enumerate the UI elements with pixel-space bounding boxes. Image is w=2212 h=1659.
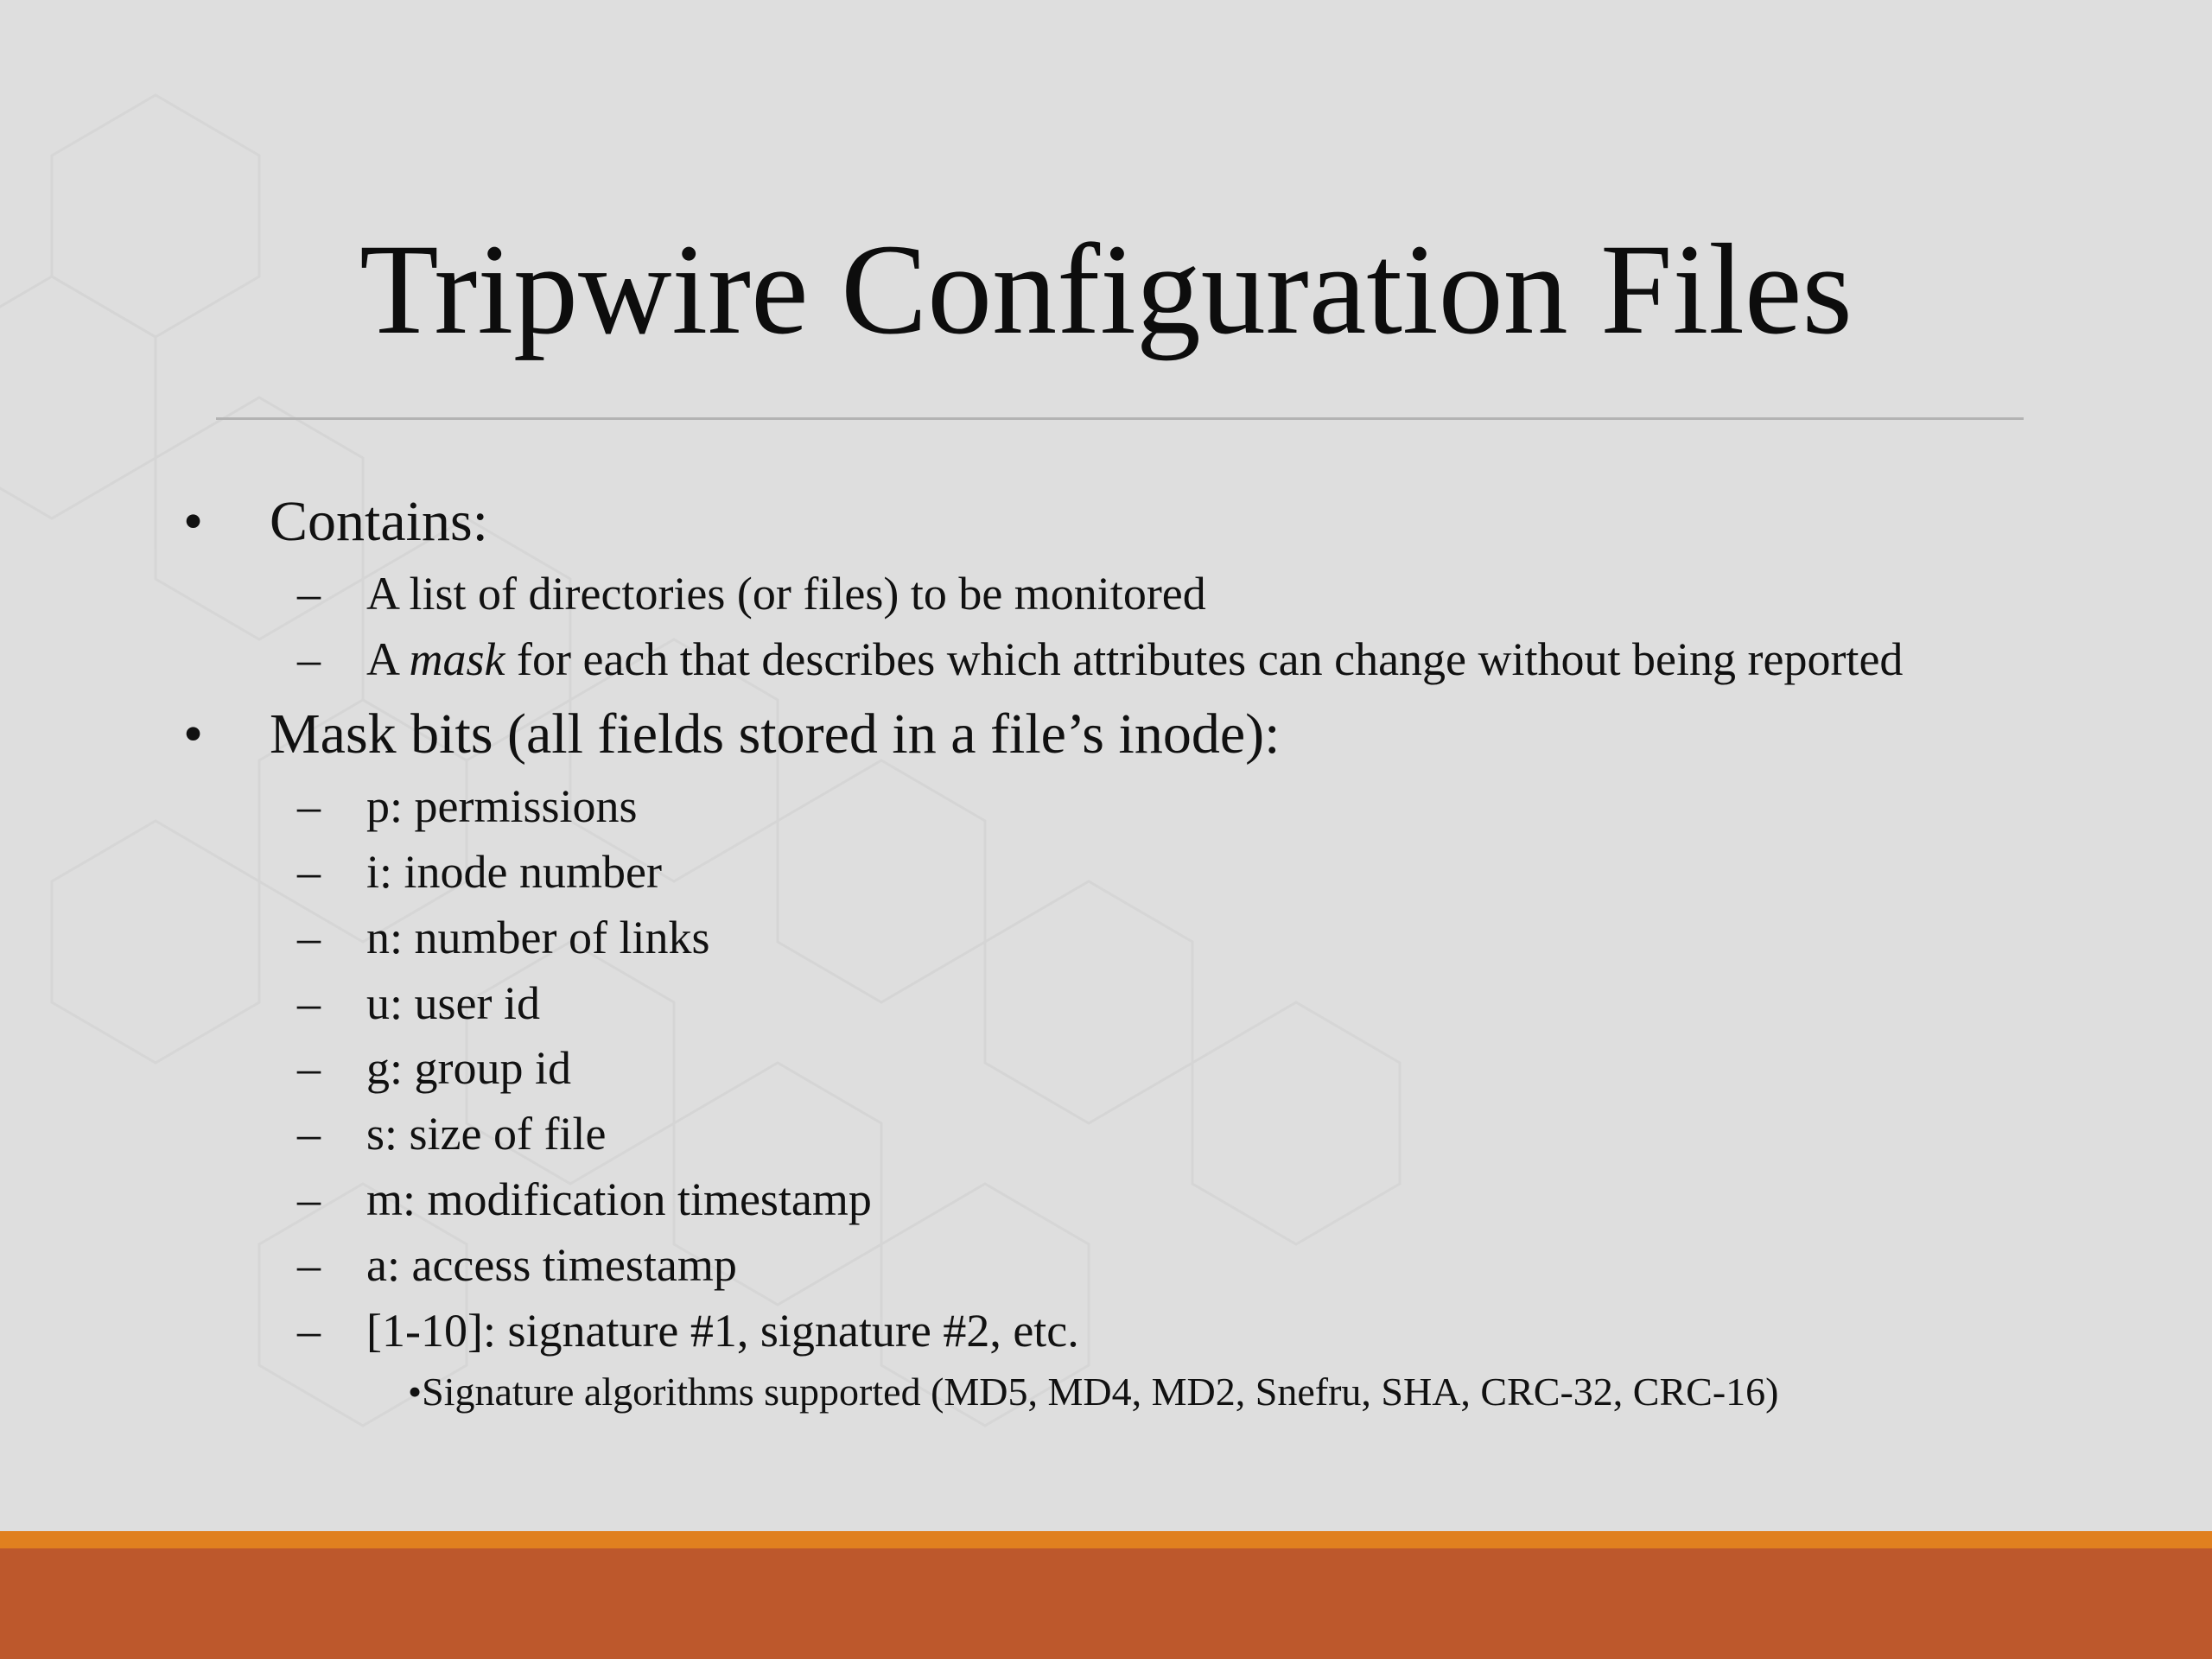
dash-marker: –	[297, 912, 321, 963]
footer-bar	[0, 1548, 2212, 1659]
sub-bullet-text: n: number of links	[366, 912, 710, 963]
dash-marker: –	[297, 1108, 321, 1160]
dash-marker: –	[297, 780, 321, 832]
dash-marker: –	[297, 1042, 321, 1094]
dash-marker: –	[297, 977, 321, 1029]
dash-marker: –	[297, 846, 321, 898]
sub-bullet-text: a: access timestamp	[366, 1239, 737, 1291]
bullet-text: Mask bits (all fields stored in a file’s inode):	[270, 702, 1281, 766]
title-divider	[216, 417, 2024, 420]
emphasis-mask: mask	[409, 633, 505, 685]
note-text: •Signature algorithms supported (MD5, MD4, MD2, Snefru, SHA, CRC-32, CRC-16)	[408, 1370, 1779, 1414]
dash-marker: –	[297, 633, 321, 685]
dash-marker: –	[297, 1239, 321, 1291]
slide-title: Tripwire Configuration Files	[359, 218, 1853, 361]
text-segment: A	[366, 633, 410, 685]
dash-marker: –	[297, 1305, 321, 1357]
sub-bullet-text: m: modification timestamp	[366, 1173, 872, 1225]
bullet-text: Contains:	[270, 490, 489, 553]
sub-bullet-text: A list of directories (or files) to be monitored	[366, 568, 1206, 620]
sub-bullet-text: i: inode number	[366, 846, 662, 898]
dash-marker: –	[297, 1173, 321, 1225]
sub-bullet-text: [1-10]: signature #1, signature #2, etc.	[366, 1305, 1079, 1357]
sub-bullet-text: p: permissions	[366, 780, 638, 832]
sub-bullet-text: s: size of file	[366, 1108, 607, 1160]
bullet-marker: •	[183, 702, 204, 766]
text-segment: for each that describes which attributes can change without being reported	[505, 633, 1904, 685]
sub-bullet-text	[366, 631, 1903, 688]
sub-bullet-text: u: user id	[366, 977, 540, 1029]
sub-bullet-text: g: group id	[366, 1042, 571, 1094]
dash-marker: –	[297, 568, 321, 620]
footer-accent-stripe	[0, 1531, 2212, 1548]
bullet-marker: •	[183, 490, 204, 553]
